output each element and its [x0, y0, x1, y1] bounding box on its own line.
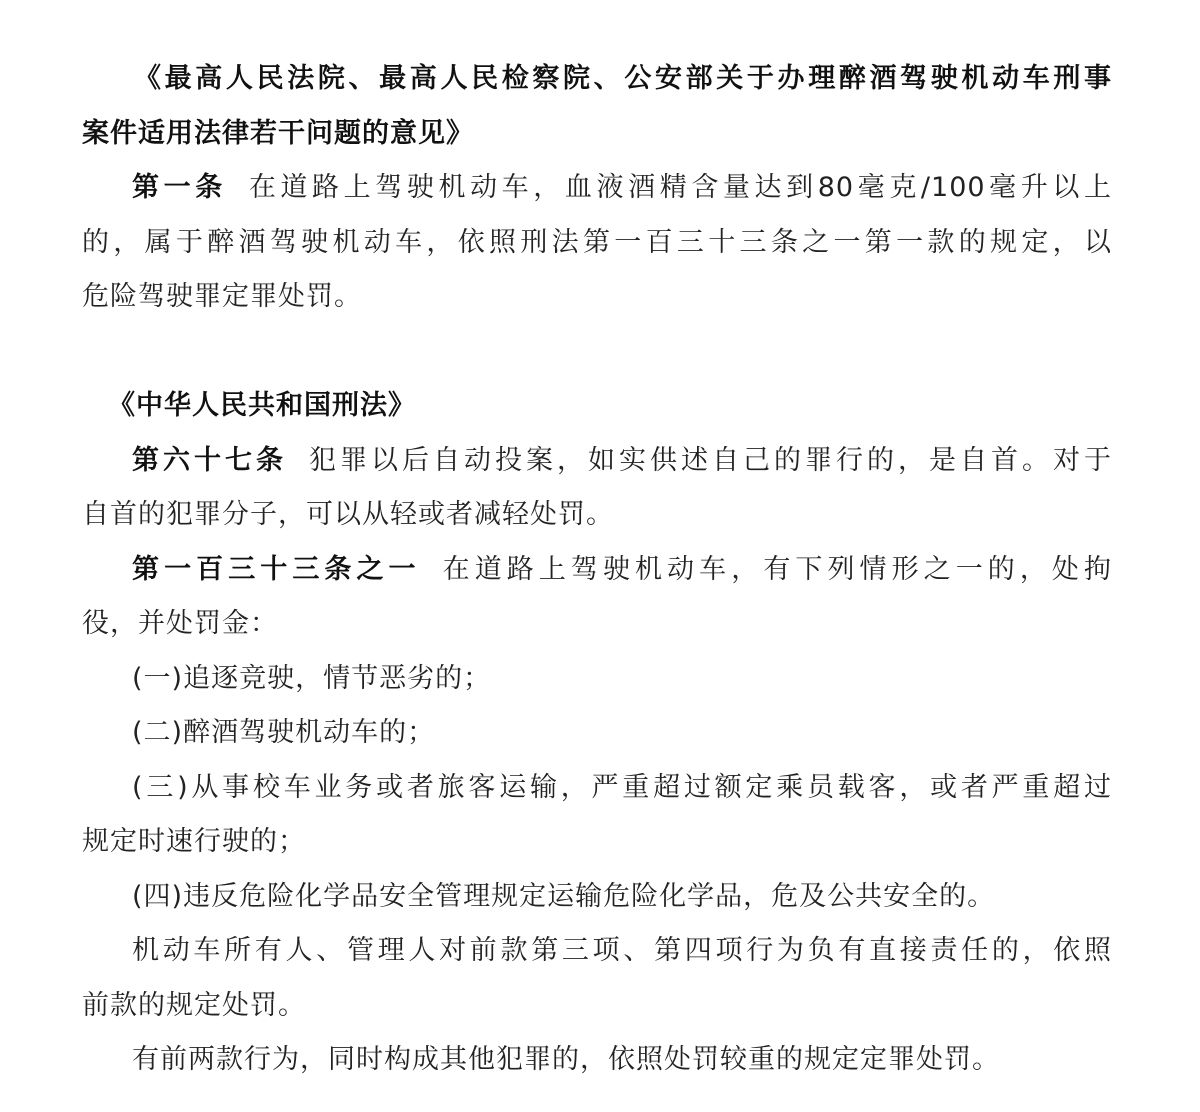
- article-text: 犯罪以后自动投案，如实供述自己的罪行的，是自首。对于: [309, 444, 1112, 476]
- doc1-article1-line2: 的，属于醉酒驾驶机动车，依照刑法第一百三十三条之一第一款的规定，以: [82, 226, 1112, 258]
- doc2-article133-line2: 役，并处罚金：: [82, 608, 278, 639]
- article-text: 在道路上驾驶机动车，血液酒精含量达到80毫克/100毫升以上: [248, 172, 1112, 203]
- doc2-article133-item4: (四)违反危险化学品安全管理规定运输危险化学品，危及公共安全的。: [132, 880, 996, 912]
- article-text: 在道路上驾驶机动车，有下列情形之一的，处拘: [442, 553, 1112, 585]
- doc1-title-line1: 《最高人民法院、最高人民检察院、公安部关于办理醉酒驾驶机动车刑事: [134, 63, 1112, 94]
- doc2-article133-item2: (二)醉酒驾驶机动车的；: [132, 717, 436, 748]
- doc2-article67-line2: 自首的犯罪分子，可以从轻或者减轻处罚。: [82, 499, 614, 530]
- article-label: 第一条: [132, 172, 227, 203]
- doc2-article133-para3: 有前两款行为，同时构成其他犯罪的，依照处罚较重的规定定罪处罚。: [132, 1044, 1000, 1075]
- section-spacer: [82, 325, 1112, 380]
- article-label: 第一百三十三条之一: [132, 553, 421, 585]
- doc2-article133-para2-line1: 机动车所有人、管理人对前款第三项、第四项行为负有直接责任的，依照: [132, 935, 1112, 966]
- doc1-article1-line3: 危险驾驶罪定罪处罚。: [82, 281, 362, 312]
- doc2-article133-item3-line2: 规定时速行驶的；: [82, 826, 306, 857]
- doc2-article133-para2-line2: 前款的规定处罚。: [82, 989, 306, 1021]
- doc2-article133-item3-line1: (三)从事校车业务或者旅客运输，严重超过额定乘员载客，或者严重超过: [132, 771, 1112, 803]
- doc2-article67-line1: [82, 434, 1112, 489]
- doc1-article1-line1: [82, 161, 1112, 216]
- document-body: [82, 52, 1112, 1088]
- doc2-title: 《中华人民共和国刑法》: [108, 390, 416, 421]
- doc1-title-line2: 案件适用法律若干问题的意见》: [82, 117, 474, 149]
- doc2-article133-line1: [82, 543, 1112, 598]
- doc2-article133-item1: (一)追逐竞驶，情节恶劣的；: [132, 662, 492, 694]
- article-label: 第六十七条: [132, 444, 287, 476]
